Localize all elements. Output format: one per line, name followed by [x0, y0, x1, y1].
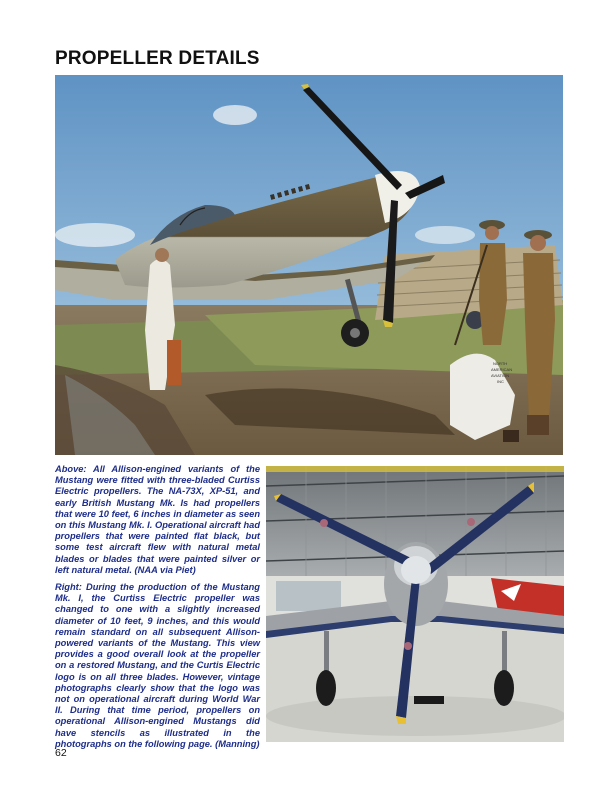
page-title: PROPELLER DETAILS	[55, 48, 260, 69]
jacket-text-line-3: AVIATION	[491, 373, 510, 378]
caption-right: Right: During the production of the Mustang Mk. I, the Curtiss Electric propeller was changed to one with a slightly increased diameter of 10 feet, 9 inches, and this would remain standard on all subsequent Allison-powered variants of the Mustang. This view provides a good overall look at the propeller on a restored Mustang, and the Curtis Electric logo is on all three blades. However, vintage photographs clearly show that the logo was not on operational aircraft during World War II. During that time period, propellers on operational Allison-engined Mustangs did have stencils as illustrated in the photographs on the following page. (Manning)	[55, 582, 260, 749]
page-number: 62	[55, 747, 67, 759]
mustang-mk1-airfield-photo	[55, 75, 563, 455]
caption-above: Above: All Allison-engined variants of the Mustang were fitted with three-bladed Curtiss Electric propellers. The NA-73X, XP-51, and early British Mustang Mk. Is had propellers that were 10 feet, 6 inches in diameter as seen on this Mustang Mk. I. Operational aircraft had propellers that were painted flat black, but some test aircraft flew with natural metal blades or blades that were painted silver or left natural metal. (NAA via Piet)	[55, 464, 260, 575]
restored-mustang-hangar-photo	[266, 466, 564, 742]
jacket-text-line-1: NORTH	[493, 361, 508, 366]
jacket-text-line-2: AMERICAN	[491, 367, 513, 372]
jacket-text-line-4: INC	[497, 379, 504, 384]
